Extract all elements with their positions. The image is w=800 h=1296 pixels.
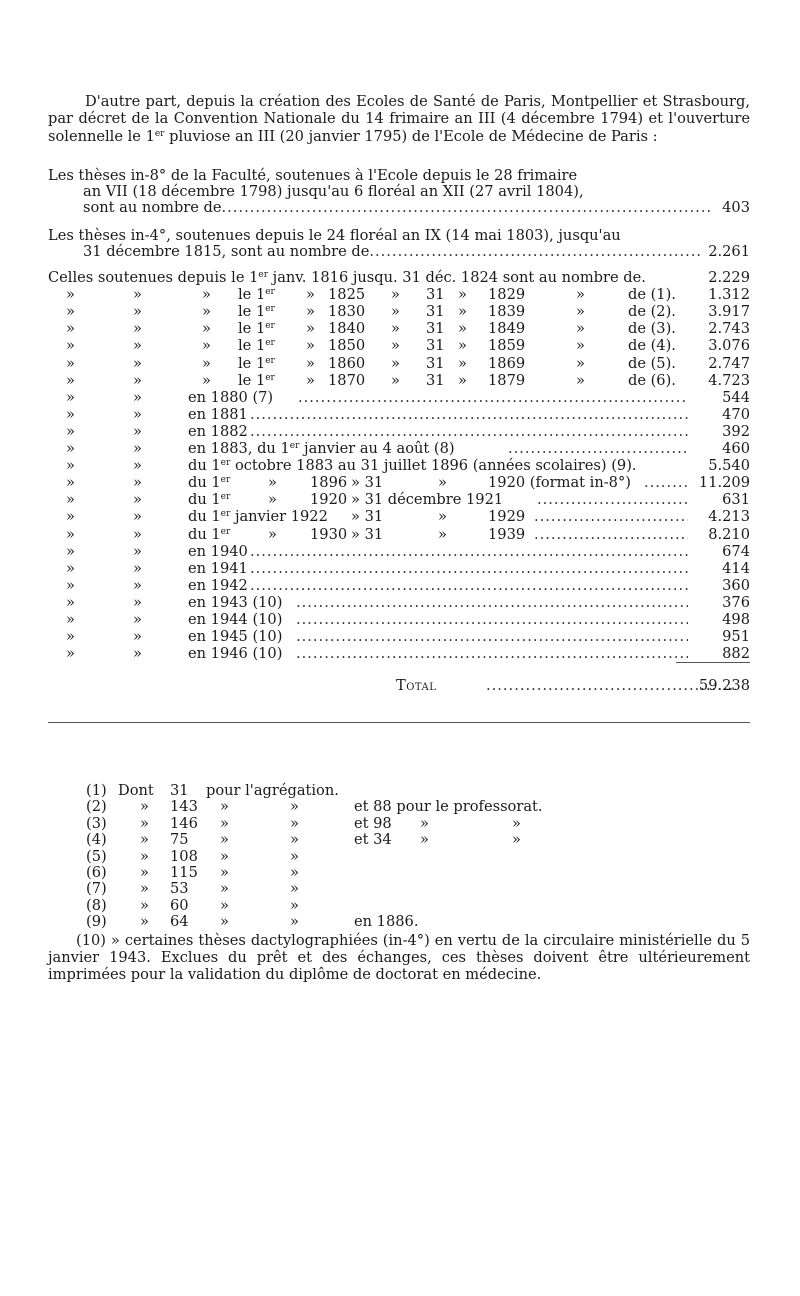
row-c6: 1920 (format in-8°) [488,474,631,492]
ditto-mark: » [391,337,400,355]
row-label: en 1883, du 1er janvier au 4 août (8) [188,440,455,457]
row-value: 5.540 [708,457,750,475]
table-row [48,491,750,508]
table-row [48,440,750,457]
table-row [48,337,750,354]
ditto-mark: » [458,337,467,355]
intro-paragraph: D'autre part, depuis la création des Ecoles de Santé de Paris, Montpellier et Strasbourg, par décret de la Convention Nationale du 14 frimaire an III (4 décembre 1794) et l'ouverture solennelle le 1er pluviose an III (20 janvier 1795) de l'Ecole de Médecine de Paris : [48,93,750,145]
row-value: 2.743 [708,320,750,338]
footnote-extra: et 98 [354,814,392,832]
row-year-to: 1879 [488,371,526,389]
row-value: 1.312 [708,286,750,304]
table-row [48,303,750,320]
row-label: en 1944 (10) [188,611,283,628]
footnote-10: (10) » certaines thèses dactylographiées (in-4°) en vertu de la circulaire ministérielle du 5 janvier 1943. Exclues du prêt et des échanges, ces thèses doivent être ultérieurement imprimées pour la validation du diplôme de doctorat en médecine. [48,932,750,983]
ditto-mark: » [133,457,142,475]
table-row [48,474,750,491]
ditto-mark: » [66,440,75,457]
row-value: 498 [722,611,750,628]
row-year-to: 1839 [488,303,526,321]
ditto-mark: » [66,542,75,560]
row-year-from: 1850 [328,337,366,355]
ditto-mark: » [290,847,299,865]
ditto-mark: » [202,320,211,338]
row-year-to: 1829 [488,286,526,304]
footnote-number: (3) [86,814,107,832]
dot-leader [250,560,688,577]
footnote-count: 143 [170,798,198,816]
footnote-number: (2) [86,798,107,816]
ditto-mark: » [66,303,75,321]
row-label: en 1940 [188,542,248,560]
footnote-count: 64 [170,913,189,931]
dot-leader [534,508,688,525]
row-value: 376 [722,593,750,611]
row-label: en 1946 (10) [188,645,283,663]
ditto-mark: » [391,286,400,304]
ditto-mark: » [290,896,299,914]
ditto-mark: » [306,303,315,321]
ditto-mark: » [391,371,400,389]
ditto-mark: » [290,880,299,898]
row-value: 3.917 [708,303,750,321]
ditto-mark: » [512,814,521,832]
ditto-mark: » [133,337,142,355]
ditto-mark: » [66,508,75,526]
table-row [48,423,750,440]
in8-value: 403 [722,199,750,216]
ditto-mark: » [133,593,142,611]
table-row [48,560,750,577]
row-le: le 1er [238,286,275,304]
in4-value: 2.261 [708,243,750,260]
row-label: Celles soutenues depuis le 1er janv. 1816 jusqu. 31 déc. 1824 sont au nombre de. [48,269,646,286]
dot-leader [250,423,688,440]
row-year-to: 1859 [488,337,526,355]
table-row [48,577,750,594]
table-row [48,269,750,286]
row-label: en 1881 [188,405,248,423]
row-le: le 1er [238,354,275,372]
in8-paragraph [48,168,750,216]
footnote-col-a: Dont [118,782,154,799]
ditto-mark: » [420,814,429,832]
row-value: 8.210 [708,525,750,543]
row-day: 31 [426,337,445,355]
footnote-count: 31 [170,782,189,799]
ditto-mark: » [438,525,447,543]
row-value: 4.723 [708,371,750,389]
ditto-mark: » [133,576,142,594]
row-value: 882 [722,645,750,663]
row-value: 674 [722,542,750,560]
row-c1: du 1er janvier 1922 [188,508,328,526]
row-label: du 1er octobre 1883 au 31 juillet 1896 (années scolaires) (9). [188,457,637,475]
table-row [48,286,750,303]
row-note: de (4). [628,337,676,355]
row-value: 2.229 [708,269,750,286]
row-value: 460 [722,440,750,457]
ditto-mark: » [66,354,75,372]
ditto-mark: » [66,388,75,406]
footnote-number: (9) [86,913,107,931]
dot-leader [508,440,688,457]
ditto-mark: » [458,303,467,321]
ditto-mark: » [133,371,142,389]
row-label: en 1945 (10) [188,628,283,646]
row-c1: du 1er [188,525,231,543]
ditto-mark: » [290,814,299,832]
table-row [48,508,750,525]
ditto-mark: » [66,645,75,663]
ditto-mark: » [66,320,75,338]
row-value: 544 [722,388,750,406]
row-c6: 1929 [488,508,526,526]
total-row [48,677,750,695]
footnote-col-a: » [140,831,149,849]
ditto-mark: » [420,831,429,849]
ditto-mark: » [576,286,585,304]
row-c4: » 31 [351,508,384,526]
ditto-mark: » [290,831,299,849]
footnote-col-c: » [220,913,229,931]
footnote-number: (7) [86,880,107,898]
sum-rule [676,662,750,663]
table-row [48,320,750,337]
ditto-mark: » [268,474,277,492]
ditto-mark: » [66,405,75,423]
footnote-col-a: » [140,814,149,832]
row-value: 414 [722,559,750,577]
table-row [48,611,750,628]
row-label: en 1880 (7) [188,388,274,406]
footnote-col-c: » [220,847,229,865]
ditto-mark: » [66,371,75,389]
row-value: 631 [722,491,750,509]
ditto-mark: » [306,371,315,389]
row-year-from: 1870 [328,371,366,389]
row-le: le 1er [238,320,275,338]
footnote-row [48,782,750,799]
row-value: 11.209 [698,474,750,492]
table-row [48,594,750,611]
footnote-row [48,798,750,815]
ditto-mark: » [202,354,211,372]
dot-leader [296,594,688,611]
ditto-mark: » [66,559,75,577]
ditto-mark: » [576,371,585,389]
ditto-mark: » [66,491,75,509]
footnote-count: 146 [170,814,198,832]
ditto-mark: » [202,286,211,304]
table-row [48,372,750,389]
ditto-mark: » [458,320,467,338]
table-row [48,543,750,560]
ditto-mark: » [133,354,142,372]
footnote-col-c: » [220,798,229,816]
in8-line-2: an VII (18 décembre 1798) jusqu'au 6 floréal an XII (27 avril 1804), [83,183,584,200]
ditto-mark: » [306,320,315,338]
table-row [48,406,750,423]
row-label: en 1941 [188,559,248,577]
row-value: 3.076 [708,337,750,355]
row-le: le 1er [238,303,275,321]
table-row [48,355,750,372]
ditto-mark: » [133,440,142,457]
ditto-mark: » [290,864,299,881]
row-year-from: 1825 [328,286,366,304]
row-value: 392 [722,422,750,440]
footnote-number: (1) [86,782,107,799]
ditto-mark: » [66,422,75,440]
total-label: Total [396,677,437,694]
ditto-mark: » [133,491,142,509]
table-row [48,628,750,645]
footnote-number: (5) [86,847,107,865]
ditto-mark: » [268,491,277,509]
row-value: 4.213 [708,508,750,526]
row-c4: » 31 décembre 1921 [351,491,504,509]
ditto-mark: » [576,354,585,372]
row-year-from: 1830 [328,303,366,321]
ditto-mark: » [66,525,75,543]
footnote-col-c: » [220,864,229,881]
footnote-count: 53 [170,880,189,898]
ditto-mark: » [290,798,299,816]
ditto-mark: » [391,320,400,338]
row-note: de (3). [628,320,676,338]
ditto-mark: » [133,388,142,406]
dot-leader [537,491,688,508]
row-note: de (6). [628,371,676,389]
dot-leader [298,389,688,406]
ditto-mark: » [202,337,211,355]
ditto-mark: » [133,559,142,577]
footnote-separator [48,722,750,723]
row-note: de (2). [628,303,676,321]
row-c1: du 1er [188,474,231,492]
footnote-count: 60 [170,896,189,914]
ditto-mark: » [133,303,142,321]
ditto-mark: » [391,354,400,372]
ditto-mark: » [66,286,75,304]
row-c3: 1896 [310,474,348,492]
dot-leader [369,244,702,260]
ditto-mark: » [576,320,585,338]
ditto-mark: » [66,474,75,492]
dot-leader [250,543,688,560]
footnote-col-c: » [220,896,229,914]
footnote-row [48,880,750,897]
ditto-mark: » [438,474,447,492]
footnote-col-a: » [140,896,149,914]
ditto-mark: » [133,611,142,628]
ditto-mark: » [133,645,142,663]
table-row [48,389,750,406]
dot-leader [250,406,688,423]
row-value: 951 [722,628,750,646]
dot-leader [296,628,688,645]
ditto-mark: » [391,303,400,321]
footnote-row [48,897,750,914]
dot-leader [296,611,688,628]
footnote-col-c: » [220,880,229,898]
footnote-number: (8) [86,896,107,914]
dot-leader [644,474,688,491]
row-c1: du 1er [188,491,231,509]
footnote-col-a: » [140,880,149,898]
ditto-mark: » [458,371,467,389]
ditto-mark: » [133,474,142,492]
footnote-col-c: pour l'agrégation. [206,782,339,799]
ditto-mark: » [458,286,467,304]
in4-line-2 [48,244,750,260]
row-label: en 1943 (10) [188,593,283,611]
ditto-mark: » [133,422,142,440]
ditto-mark: » [133,286,142,304]
footnote-col-a: » [140,798,149,816]
dot-leader [250,577,688,594]
footnote-row [48,864,750,881]
row-label: en 1942 [188,576,248,594]
dot-leader [534,526,688,543]
row-year-from: 1840 [328,320,366,338]
row-c4: » 31 [351,474,384,492]
ditto-mark: » [133,508,142,526]
footnote-count: 108 [170,847,198,865]
row-note: de (5). [628,354,676,372]
ditto-mark: » [576,303,585,321]
footnote-count: 115 [170,864,198,881]
row-day: 31 [426,303,445,321]
dot-leader [296,645,688,662]
row-year-to: 1869 [488,354,526,372]
ditto-mark: » [576,337,585,355]
ditto-mark: » [290,913,299,931]
ditto-mark: » [133,405,142,423]
row-year-to: 1849 [488,320,526,338]
footnote-row [48,831,750,848]
footnote-extra: en 1886. [354,913,419,931]
footnote-col-c: » [220,831,229,849]
row-day: 31 [426,354,445,372]
in4-line-1: Les thèses in-4°, soutenues depuis le 24 floréal an IX (14 mai 1803), jusqu'au [48,227,621,244]
ditto-mark: » [306,286,315,304]
in8-line-3 [48,200,750,216]
ditto-mark: » [458,354,467,372]
row-day: 31 [426,320,445,338]
dot-leader [222,200,710,216]
ditto-mark: » [438,508,447,526]
footnote-col-a: » [140,847,149,865]
footnote-extra: et 34 [354,831,392,849]
ditto-mark: » [512,831,521,849]
row-c3: 1930 [310,525,348,543]
ditto-mark: » [66,611,75,628]
in4-paragraph [48,228,750,260]
ditto-mark: » [133,628,142,646]
row-day: 31 [426,286,445,304]
ditto-mark: » [306,354,315,372]
ditto-mark: » [133,320,142,338]
footnote-row [48,848,750,865]
row-day: 31 [426,371,445,389]
in8-line-1: Les thèses in-8° de la Faculté, soutenues à l'Ecole depuis le 28 frimaire [48,167,578,184]
table-row [48,645,750,662]
in4-line-2-text: 31 décembre 1815, sont au nombre de [83,243,370,260]
footnote-number: (6) [86,864,107,881]
footnote-col-a: » [140,864,149,881]
row-c4: » 31 [351,525,384,543]
ditto-mark: » [133,542,142,560]
row-value: 470 [722,405,750,423]
footnote-count: 75 [170,831,189,849]
footnote-row [48,815,750,832]
row-c3: 1920 [310,491,348,509]
row-year-from: 1860 [328,354,366,372]
ditto-mark: » [202,303,211,321]
row-value: 2.747 [708,354,750,372]
ditto-mark: » [133,525,142,543]
table-row [48,526,750,543]
ditto-mark: » [66,576,75,594]
footnote-row [48,913,750,930]
ditto-mark: » [306,337,315,355]
row-note: de (1). [628,286,676,304]
ditto-mark: » [66,337,75,355]
in8-line-3-text: sont au nombre de [83,199,222,216]
row-c6: 1939 [488,525,526,543]
ditto-mark: » [268,525,277,543]
ditto-mark: » [66,628,75,646]
footnote-col-c: » [220,814,229,832]
footnote-number: (4) [86,831,107,849]
ditto-mark: » [202,371,211,389]
row-le: le 1er [238,337,275,355]
row-label: en 1882 [188,422,248,440]
footnote-extra: et 88 pour le professorat. [354,798,543,816]
ditto-mark: » [66,457,75,475]
footnote-col-a: » [140,913,149,931]
ditto-mark: » [66,593,75,611]
table-row [48,457,750,474]
total-value: 59.238 [698,677,750,694]
row-value: 360 [722,576,750,594]
row-le: le 1er [238,371,275,389]
